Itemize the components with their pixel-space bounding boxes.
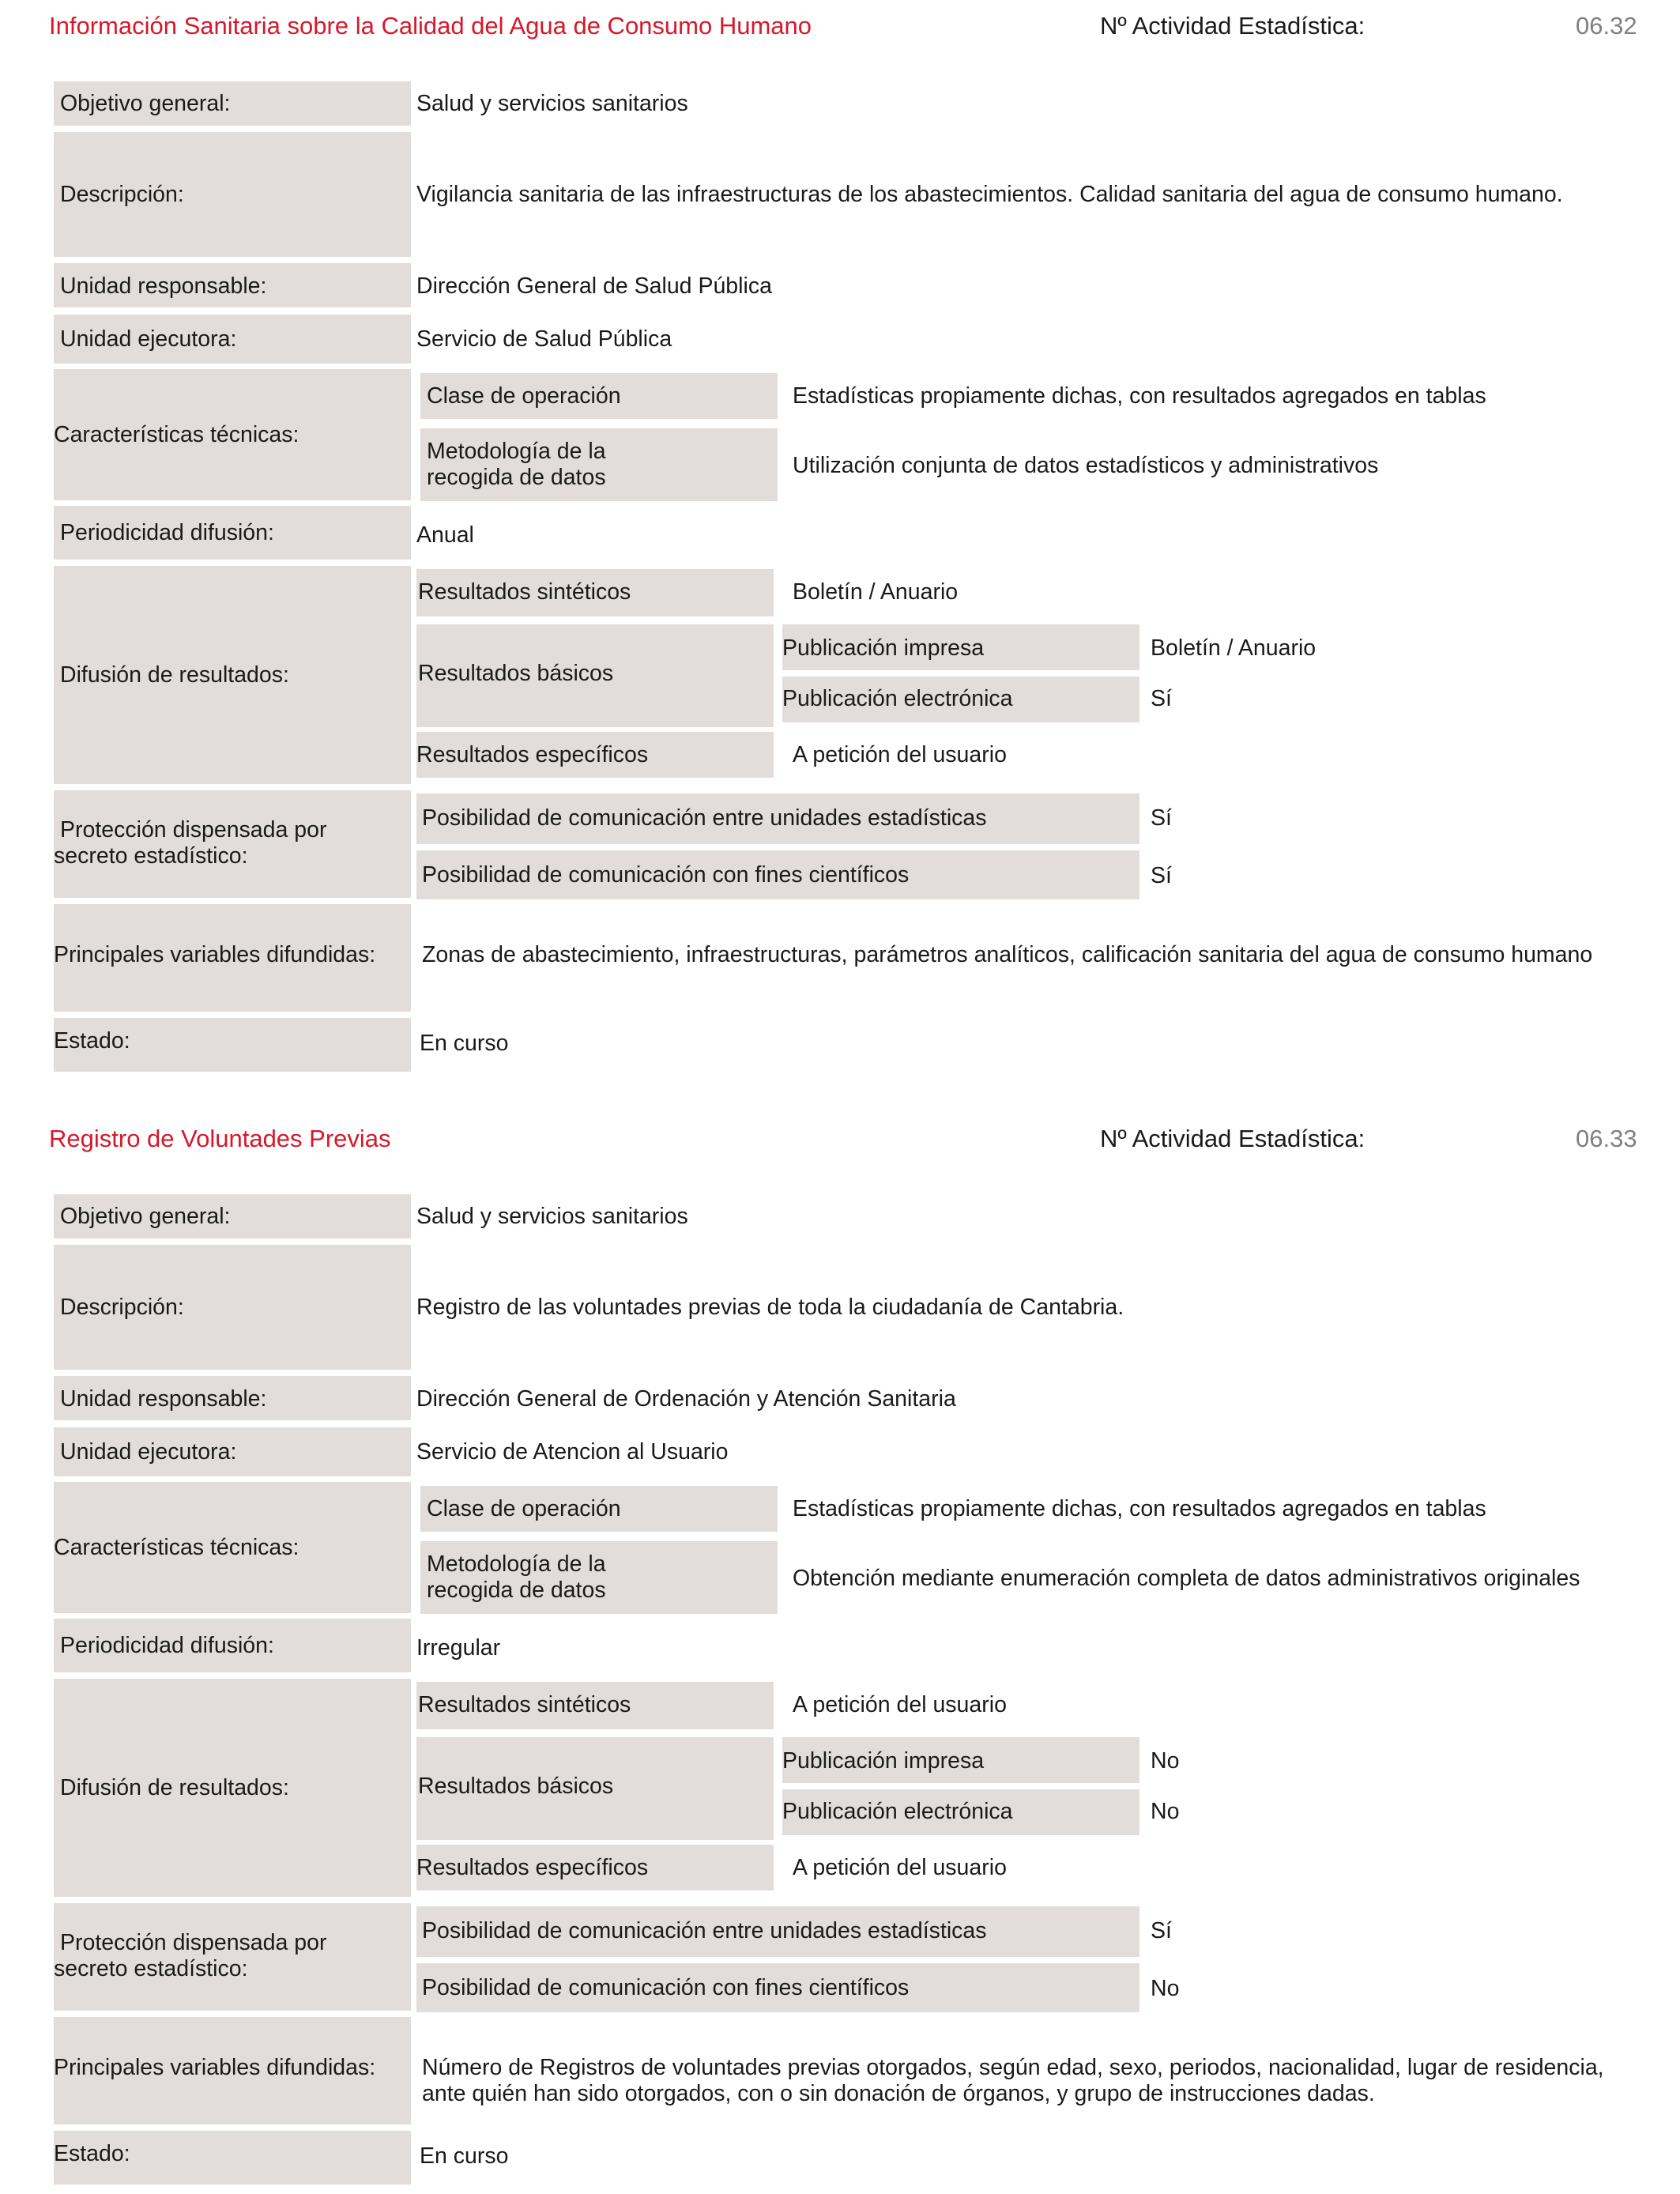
value-metodologia: Obtención mediante enumeración completa de datos administrativos originales	[793, 1566, 1580, 1591]
value-variables-line1: Número de Registros de voluntades previas otorgados, según edad, sexo, periodos, nacionalidad, lugar de residencia,	[422, 2055, 1604, 2080]
sublabel-com-cientificos: Posibilidad de comunicación con fines científicos	[422, 1975, 910, 2000]
sublabel-basicos: Resultados básicos	[418, 661, 614, 686]
sublabel-com-unidades: Posibilidad de comunicación entre unidades estadísticas	[422, 1918, 987, 1943]
sublabel-impresa: Publicación impresa	[782, 635, 985, 661]
value-unidad-ejecutora: Servicio de Atencion al Usuario	[416, 1439, 729, 1465]
value-impresa: Boletín / Anuario	[1151, 635, 1317, 661]
value-com-cientificos: No	[1151, 1976, 1180, 2001]
sublabel-especificos: Resultados específicos	[416, 742, 649, 767]
activity-title: Registro de Voluntades Previas	[49, 1125, 391, 1152]
sublabel-basicos: Resultados básicos	[418, 1774, 614, 1799]
label-objetivo: Objetivo general:	[60, 91, 231, 116]
value-variables-line1: Zonas de abastecimiento, infraestructuras, parámetros analíticos, calificación sanitaria del agua de consumo humano	[422, 942, 1593, 967]
label-proteccion-line1: Protección dispensada por	[60, 1930, 327, 1955]
label-descripcion: Descripción:	[60, 182, 184, 207]
label-proteccion-line1: Protección dispensada por	[60, 817, 327, 843]
sublabel-clase: Clase de operación	[427, 1496, 621, 1521]
label-periodicidad: Periodicidad difusión:	[60, 1633, 274, 1658]
value-impresa: No	[1151, 1748, 1180, 1774]
value-periodicidad: Anual	[416, 522, 474, 548]
sublabel-sinteticos: Resultados sintéticos	[418, 1692, 631, 1717]
label-unidad-responsable: Unidad responsable:	[60, 273, 267, 299]
value-estado: En curso	[420, 2143, 509, 2169]
sublabel-metodologia-line1: Metodología de la	[427, 439, 606, 464]
label-difusion: Difusión de resultados:	[60, 1775, 289, 1800]
label-caracteristicas: Características técnicas:	[54, 422, 299, 447]
value-objetivo: Salud y servicios sanitarios	[416, 91, 688, 116]
value-periodicidad: Irregular	[416, 1635, 501, 1661]
value-unidad-ejecutora: Servicio de Salud Pública	[416, 326, 672, 352]
value-com-unidades: Sí	[1151, 1918, 1172, 1943]
label-estado: Estado:	[54, 1028, 130, 1054]
value-descripcion-line1: Registro de las voluntades previas de toda la ciudadanía de Cantabria.	[416, 1295, 1124, 1320]
activity-title: Información Sanitaria sobre la Calidad del Agua de Consumo Humano	[49, 12, 812, 40]
label-difusion: Difusión de resultados:	[60, 662, 289, 688]
activity-number-label: Nº Actividad Estadística:	[1100, 12, 1365, 40]
label-periodicidad: Periodicidad difusión:	[60, 520, 274, 545]
label-variables: Principales variables difundidas:	[54, 2055, 376, 2080]
value-descripcion-line1: Vigilancia sanitaria de las infraestructuras de los abastecimientos. Calidad sanitaria del agua de consumo humano.	[416, 182, 1563, 207]
value-electronica: No	[1151, 1799, 1180, 1824]
value-sinteticos: Boletín / Anuario	[793, 579, 959, 605]
label-estado: Estado:	[54, 2141, 130, 2166]
sublabel-com-unidades: Posibilidad de comunicación entre unidades estadísticas	[422, 805, 987, 831]
label-unidad-responsable: Unidad responsable:	[60, 1386, 267, 1412]
label-descripcion: Descripción:	[60, 1295, 184, 1320]
value-unidad-responsable: Dirección General de Salud Pública	[416, 273, 772, 299]
value-com-unidades: Sí	[1151, 805, 1172, 831]
value-especificos: A petición del usuario	[793, 1855, 1007, 1880]
activity-number: 06.33	[1576, 1125, 1637, 1152]
sublabel-clase: Clase de operación	[427, 383, 621, 409]
value-clase: Estadísticas propiamente dichas, con resultados agregados en tablas	[793, 1496, 1486, 1521]
sublabel-com-cientificos: Posibilidad de comunicación con fines científicos	[422, 862, 910, 888]
value-com-cientificos: Sí	[1151, 863, 1172, 888]
sublabel-impresa: Publicación impresa	[782, 1748, 985, 1774]
activity-number-label: Nº Actividad Estadística:	[1100, 1125, 1365, 1152]
value-metodologia: Utilización conjunta de datos estadísticos y administrativos	[793, 453, 1379, 478]
sublabel-metodologia-line2: recogida de datos	[427, 1578, 606, 1603]
value-clase: Estadísticas propiamente dichas, con resultados agregados en tablas	[793, 383, 1486, 409]
value-variables-line2: ante quién han sido otorgados, con o sin donación de órganos, y grupo de instrucciones dadas.	[422, 2081, 1375, 2106]
sublabel-especificos: Resultados específicos	[416, 1855, 649, 1880]
sublabel-metodologia-line2: recogida de datos	[427, 465, 606, 490]
sublabel-electronica: Publicación electrónica	[782, 686, 1013, 711]
label-proteccion-line2: secreto estadístico:	[54, 843, 248, 869]
value-electronica: Sí	[1151, 686, 1172, 711]
activity-number: 06.32	[1576, 12, 1637, 40]
value-objetivo: Salud y servicios sanitarios	[416, 1204, 688, 1229]
value-especificos: A petición del usuario	[793, 742, 1007, 767]
label-variables: Principales variables difundidas:	[54, 942, 376, 967]
label-unidad-ejecutora: Unidad ejecutora:	[60, 326, 237, 352]
label-unidad-ejecutora: Unidad ejecutora:	[60, 1439, 237, 1465]
sublabel-metodologia-line1: Metodología de la	[427, 1551, 606, 1577]
sublabel-sinteticos: Resultados sintéticos	[418, 579, 631, 605]
label-caracteristicas: Características técnicas:	[54, 1535, 299, 1560]
value-unidad-responsable: Dirección General de Ordenación y Atención Sanitaria	[416, 1386, 956, 1412]
label-proteccion-line2: secreto estadístico:	[54, 1956, 248, 1981]
value-sinteticos: A petición del usuario	[793, 1692, 1007, 1717]
value-estado: En curso	[420, 1031, 509, 1056]
sublabel-electronica: Publicación electrónica	[782, 1799, 1013, 1824]
label-objetivo: Objetivo general:	[60, 1204, 231, 1229]
